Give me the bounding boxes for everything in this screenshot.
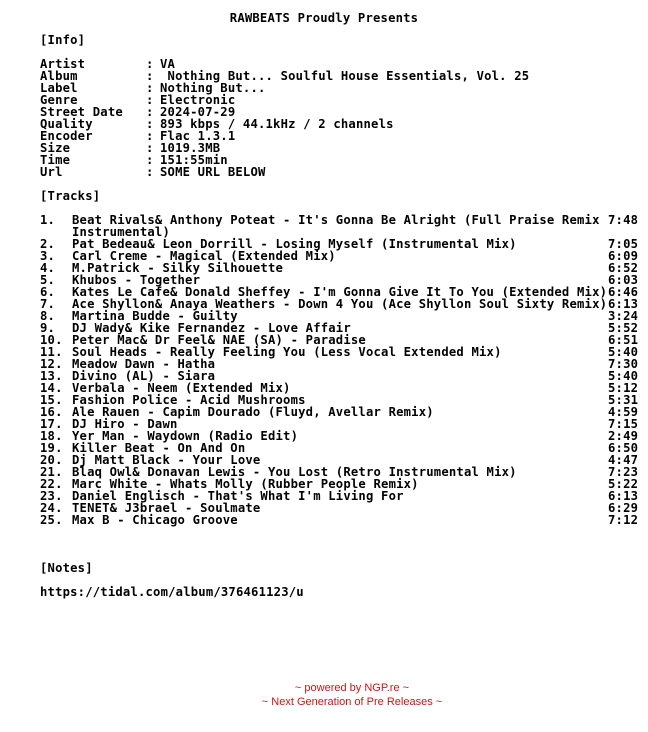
info-key: Label: [40, 81, 78, 95]
track-number: 14.: [40, 381, 63, 395]
info-row: [40, 70, 648, 82]
info-value: 151:55min: [160, 153, 228, 167]
info-row: [40, 118, 648, 130]
info-key: Encoder: [40, 129, 93, 143]
track-title: Fashion Police - Acid Mushrooms: [72, 393, 306, 407]
track-title: Blaq Owl& Donavan Lewis - You Lost (Retro Instrumental Mix): [72, 465, 517, 479]
track-duration: 4:59: [608, 405, 639, 419]
track-number: 18.: [40, 429, 63, 443]
track-number: 17.: [40, 417, 63, 431]
track-title: Max B - Chicago Groove: [72, 513, 238, 527]
info-value: 1019.3MB: [160, 141, 221, 155]
footer-powered-by: ~ powered by NGP.re ~: [294, 682, 410, 694]
track-duration: 6:52: [608, 261, 639, 275]
info-key: Time: [40, 153, 71, 167]
track-number: 12.: [40, 357, 63, 371]
track-number: 6.: [40, 285, 56, 299]
info-key: Quality: [40, 117, 93, 131]
info-value: Flac 1.3.1: [160, 129, 236, 143]
page-title: RAWBEATS Proudly Presents: [229, 11, 419, 25]
track-row: [40, 514, 648, 526]
track-title: TENET& J3brael - Soulmate: [72, 501, 261, 515]
track-duration: 7:30: [608, 357, 639, 371]
tracks-heading: [Tracks]: [40, 189, 101, 203]
track-title: Dj Matt Black - Your Love: [72, 453, 261, 467]
track-duration: 5:12: [608, 381, 639, 395]
track-number: 24.: [40, 501, 63, 515]
info-separator: :: [146, 117, 154, 131]
info-row: [40, 82, 648, 94]
track-number: 21.: [40, 465, 63, 479]
track-number: 25.: [40, 513, 63, 527]
track-duration: 3:24: [608, 309, 639, 323]
info-row: [40, 142, 648, 154]
info-key: Url: [40, 165, 63, 179]
track-title: Killer Beat - On And On: [72, 441, 246, 455]
track-number: 10.: [40, 333, 63, 347]
info-value: Electronic: [160, 93, 236, 107]
info-table: [40, 58, 648, 178]
track-number: 20.: [40, 453, 63, 467]
notes-heading: [Notes]: [40, 561, 93, 575]
info-value: SOME URL BELOW: [160, 165, 266, 179]
info-row: [40, 166, 648, 178]
track-duration: 4:47: [608, 453, 639, 467]
info-key: Album: [40, 69, 78, 83]
track-title: Pat Bedeau& Leon Dorrill - Losing Myself (Instrumental Mix): [72, 237, 517, 251]
info-separator: :: [146, 93, 154, 107]
track-title: Peter Mac& Dr Feel& NAE (SA) - Paradise: [72, 333, 366, 347]
track-duration: 7:48: [608, 213, 639, 227]
info-row: [40, 154, 648, 166]
info-key: Genre: [40, 93, 78, 107]
track-title: Verbala - Neem (Extended Mix): [72, 381, 291, 395]
footer-tagline: ~ Next Generation of Pre Releases ~: [261, 696, 443, 708]
track-duration: 6:46: [608, 285, 639, 299]
track-number: 4.: [40, 261, 56, 275]
info-value: 893 kbps / 44.1kHz / 2 channels: [160, 117, 394, 131]
track-duration: 6:50: [608, 441, 639, 455]
track-title: Marc White - Whats Molly (Rubber People Remix): [72, 477, 419, 491]
notes-url: https://tidal.com/album/376461123/u: [40, 585, 304, 599]
track-title: Soul Heads - Really Feeling You (Less Vocal Extended Mix): [72, 345, 502, 359]
nfo-document: [40, 10, 648, 598]
track-number: 3.: [40, 249, 56, 263]
info-key: Street Date: [40, 105, 123, 119]
track-duration: 5:31: [608, 393, 639, 407]
info-key: Size: [40, 141, 71, 155]
track-number: 13.: [40, 369, 63, 383]
info-value: VA: [160, 57, 176, 71]
track-title: M.Patrick - Silky Silhouette: [72, 261, 284, 275]
track-row: [40, 214, 648, 238]
track-title: Carl Creme - Magical (Extended Mix): [72, 249, 336, 263]
track-number: 7.: [40, 297, 56, 311]
info-separator: :: [146, 165, 154, 179]
track-duration: 6:13: [608, 489, 639, 503]
info-row: [40, 94, 648, 106]
track-duration: 6:29: [608, 501, 639, 515]
track-title: Kates Le Cafe& Donald Sheffey - I'm Gonna Give It To You (Extended Mix): [72, 285, 608, 299]
info-heading: [Info]: [40, 33, 86, 47]
info-value: Nothing But... Soulful House Essentials, Vol. 25: [160, 69, 530, 83]
track-duration: 5:52: [608, 321, 639, 335]
track-title: Daniel Englisch - That's What I'm Living For: [72, 489, 404, 503]
track-list: [40, 214, 648, 526]
track-number: 1.: [40, 213, 56, 227]
track-number: 19.: [40, 441, 63, 455]
info-value: Nothing But...: [160, 81, 266, 95]
info-separator: :: [146, 153, 154, 167]
track-title: Meadow Dawn - Hatha: [72, 357, 216, 371]
info-row: [40, 130, 648, 142]
info-separator: :: [146, 105, 154, 119]
track-duration: 6:13: [608, 297, 639, 311]
track-duration: 6:03: [608, 273, 639, 287]
track-number: 9.: [40, 321, 56, 335]
track-title: Martina Budde - Guilty: [72, 309, 238, 323]
track-duration: 6:09: [608, 249, 639, 263]
footer: [0, 681, 648, 709]
info-separator: :: [146, 69, 154, 83]
track-number: 22.: [40, 477, 63, 491]
track-title: Divino (AL) - Siara: [72, 369, 216, 383]
info-value: 2024-07-29: [160, 105, 236, 119]
track-duration: 7:23: [608, 465, 639, 479]
info-separator: :: [146, 81, 154, 95]
track-number: 2.: [40, 237, 56, 251]
track-duration: 2:49: [608, 429, 639, 443]
info-separator: :: [146, 57, 154, 71]
track-number: 16.: [40, 405, 63, 419]
track-duration: 5:40: [608, 369, 639, 383]
track-title: Beat Rivals& Anthony Poteat - It's Gonna Be Alright (Full Praise Remix Instrumental): [72, 213, 600, 239]
track-title: Ace Shyllon& Anaya Weathers - Down 4 You (Ace Shyllon Soul Sixty Remix): [72, 297, 608, 311]
track-number: 8.: [40, 309, 56, 323]
track-number: 11.: [40, 345, 63, 359]
track-title: Khubos - Together: [72, 273, 201, 287]
track-title: DJ Hiro - Dawn: [72, 417, 178, 431]
track-number: 15.: [40, 393, 63, 407]
track-title: Ale Rauen - Capim Dourado (Fluyd, Avellar Remix): [72, 405, 434, 419]
track-title: DJ Wady& Kike Fernandez - Love Affair: [72, 321, 351, 335]
track-duration: 7:12: [608, 513, 639, 527]
info-key: Artist: [40, 57, 86, 71]
track-duration: 7:05: [608, 237, 639, 251]
track-number: 5.: [40, 273, 56, 287]
info-separator: :: [146, 129, 154, 143]
info-separator: :: [146, 141, 154, 155]
track-duration: 5:40: [608, 345, 639, 359]
track-title: Yer Man - Waydown (Radio Edit): [72, 429, 299, 443]
track-duration: 6:51: [608, 333, 639, 347]
track-number: 23.: [40, 489, 63, 503]
track-duration: 7:15: [608, 417, 639, 431]
track-duration: 5:22: [608, 477, 639, 491]
